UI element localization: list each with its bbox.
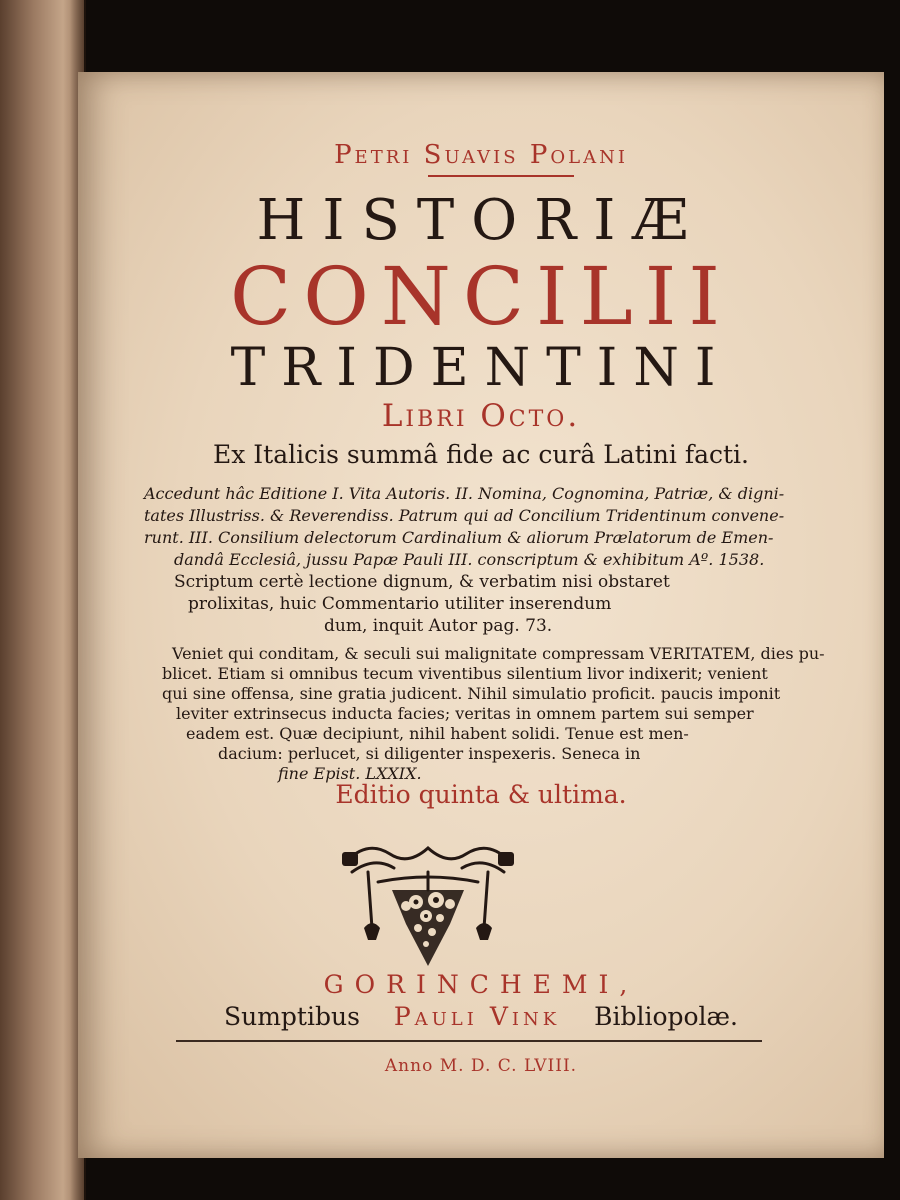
title-tridentini: TRIDENTINI	[230, 338, 732, 398]
publisher-line	[78, 1002, 884, 1031]
accedunt-line: Accedunt hâc Editione I. Vita Autoris. II. Nomina, Cognomina, Patriæ, & digni-	[144, 484, 785, 503]
veniet-line: dacium: perlucet, si diligenter inspexeris. Seneca in	[218, 744, 641, 763]
veniet-line: blicet. Etiam si omnibus tecum viventibus silentium livor indixerit; venient	[162, 664, 768, 683]
veniet-line: eadem est. Quæ decipiunt, nihil habent solidi. Tenue est men-	[186, 724, 689, 743]
veniet-line: qui sine offensa, sine gratia judicent. Nihil simulatio proficit. paucis imponit	[162, 684, 781, 703]
accedunt-line: runt. III. Consilium delectorum Cardinalium & aliorum Prælatorum de Emen-	[144, 528, 774, 547]
title-page	[78, 72, 884, 1158]
author-underline	[428, 175, 574, 177]
libri-octo: Libri Octo.	[381, 398, 581, 434]
scriptum-line: prolixitas, huic Commentario utiliter inserendum	[188, 594, 612, 614]
veniet-line: Veniet qui conditam, & seculi sui malignitate compressam VERITATEM, dies pu-	[172, 644, 825, 663]
scriptum-line: Scriptum certè lectione dignum, & verbatim nisi obstaret	[174, 572, 670, 592]
printers-ornament-icon	[338, 832, 518, 972]
title-concilii: CONCILII	[230, 250, 732, 343]
veniet-line: fine Epist. LXXIX.	[278, 764, 422, 783]
author-line: Petri Suavis Polani	[334, 140, 628, 170]
title-historiae: HISTORIÆ	[256, 188, 706, 253]
imprint-year: Anno M. D. C. LVIII.	[384, 1056, 578, 1076]
veniet-line: leviter extrinsecus inducta facies; veritas in omnem partem sui semper	[176, 704, 754, 723]
publisher-name: Pauli Vink	[393, 1002, 561, 1031]
title-page-content	[78, 72, 884, 1158]
imprint-place: GORINCHEMI,	[323, 970, 639, 999]
subtitle: Ex Italicis summâ fide ac curâ Latini facti.	[213, 440, 749, 469]
accedunt-line: dandâ Ecclesiâ, jussu Papæ Pauli III. conscriptum & exhibitum Aº. 1538.	[174, 550, 765, 569]
imprint-rule	[176, 1040, 762, 1042]
publisher-suffix: Bibliopolæ.	[594, 1002, 739, 1031]
accedunt-line: tates Illustriss. & Reverendiss. Patrum qui ad Concilium Tridentinum convene-	[144, 506, 785, 525]
scriptum-line: dum, inquit Autor pag. 73.	[324, 616, 553, 636]
edition-line: Editio quinta & ultima.	[335, 780, 627, 809]
publisher-prefix: Sumptibus	[223, 1002, 360, 1031]
